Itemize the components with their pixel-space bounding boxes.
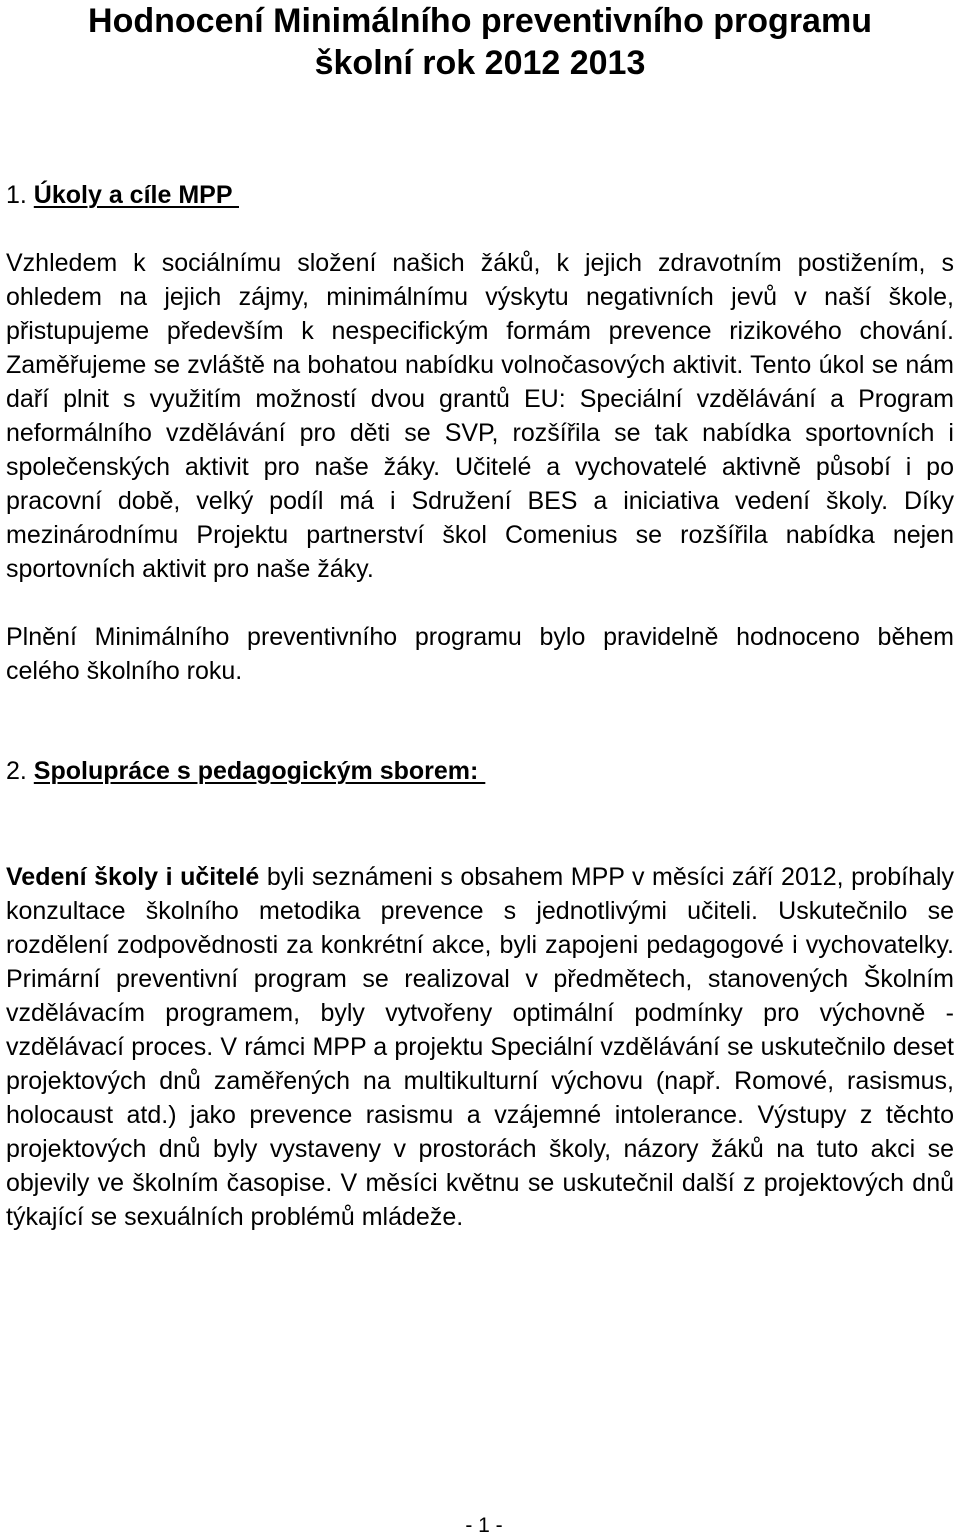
title-line-1: Hodnocení Minimálního preventivního programu — [88, 2, 872, 40]
page-number: - 1 - — [465, 1514, 503, 1537]
section-1-paragraph-2: Plnění Minimálního preventivního programu bylo pravidelně hodnoceno během celého školního roku. — [6, 623, 954, 685]
section-1-heading — [6, 180, 239, 210]
section-2-lead-bold: Vedení školy i učitelé — [6, 863, 260, 891]
section-1-heading-text: Úkoly a cíle MPP — [33, 181, 239, 209]
section-2-heading — [6, 756, 485, 786]
section-1-paragraph-1: Vzhledem k sociálnímu složení našich žáků, k jejich zdravotním postižením, s ohledem na jejich zájmy, minimálnímu výskytu negativních jevů v naší škole, přistupujeme především k nespecifickým formám prevence rizikového chování. Zaměřujeme se zvláště na bohatou nabídku volnočasových aktivit. Tento úkol se nám daří plnit s využitím možností dvou grantů EU: Speciální vzdělávání a Program neformálního vzdělávání pro děti se SVP, rozšířila se tak nabídka sportovních i společenských aktivit pro naše žáky. Učitelé a vychovatelé aktivně působí i po pracovní době, velký podíl má i Sdružení BES a iniciativa vedení školy. Díky mezinárodnímu Projektu partnerství škol Comenius se rozšířila nabídka nejen sportovních aktivit pro naše žáky. — [6, 249, 954, 583]
section-2-paragraph-text: byli seznámeni s obsahem MPP v měsíci září 2012, probíhaly konzultace školního metodika prevence s jednotlivými učiteli. Uskutečnilo se rozdělení zodpovědnosti za konkrétní akce, byli zapojeni pedagogové i vychovatelky. Primární preventivní program se realizoval v předmětech, stanovených Školním vzdělávacím programem, byly vytvořeny optimální podmínky pro výchovně - vzdělávací proces. V rámci MPP a projektu Speciální vzdělávání se uskutečnilo deset projektových dnů zaměřených na multikulturní výchovu (např. Romové, rasismus, holocaust atd.) jako prevence rasismu a vzájemné intolerance. Výstupy z těchto projektových dnů byly vystaveny v prostorách školy, názory žáků na tuto akci se objevily ve školním časopise. V měsíci květnu se uskutečnil další z projektových dnů týkající se sexuálních problémů mládeže. — [6, 863, 954, 1231]
section-2-paragraph — [6, 860, 954, 1234]
section-2-heading-text: Spolupráce s pedagogickým sborem: — [33, 757, 486, 785]
section-1-number: 1. — [6, 181, 34, 209]
section-2-number: 2. — [6, 757, 34, 785]
document-title — [0, 0, 960, 84]
title-line-2: školní rok 2012 2013 — [314, 44, 646, 82]
